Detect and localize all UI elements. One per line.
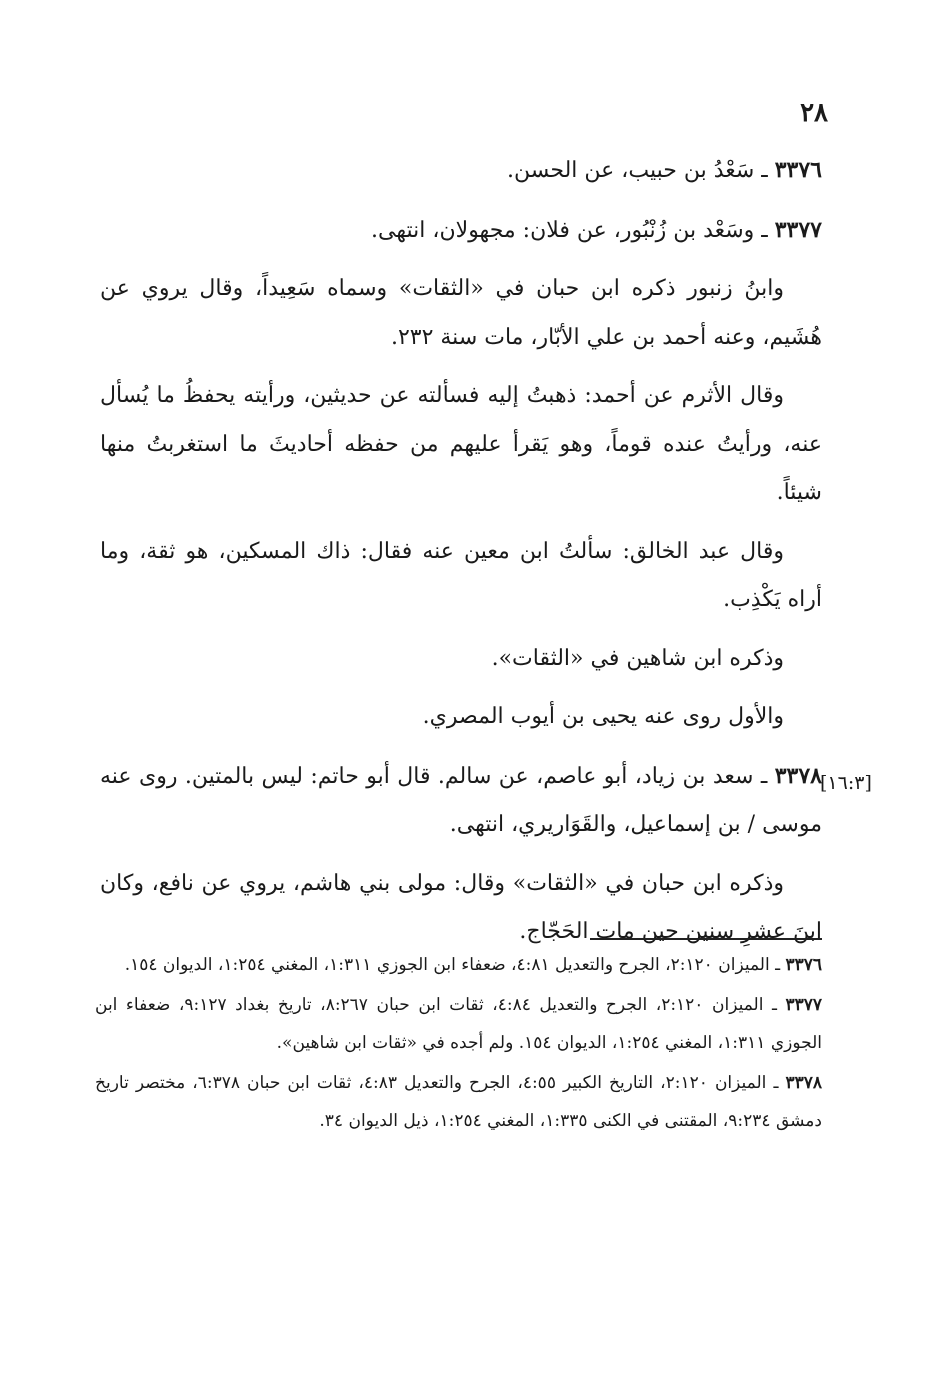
footnotes	[95, 946, 822, 1142]
footnote-divider	[590, 938, 822, 940]
paragraph-text: والأول روى عنه يحيى بن أيوب المصري.	[422, 704, 784, 729]
paragraph	[100, 860, 822, 957]
footnote	[95, 1064, 822, 1140]
footnote-text: ـ الميزان ٢:١٢٠، الجرح والتعديل ٤:٨١، ضعفاء ابن الجوزي ١:٣١١، المغني ١:٢٥٤، الديوان ١٥٤.	[124, 955, 786, 975]
entry-paragraph	[100, 752, 822, 850]
footnote	[95, 986, 822, 1062]
paragraph-text: ـ سَعْدُ بن حبيب، عن الحسن.	[507, 158, 775, 183]
entry-paragraph	[100, 146, 822, 196]
paragraph-text: وقال عبد الخالق: سألتُ ابن معين عنه فقال: ذاك المسكين، هو ثقة، وما أراه يَكْذِب.	[100, 538, 822, 612]
paragraph	[100, 372, 822, 518]
footnote-number: ٣٣٧٧	[785, 995, 822, 1015]
entry-number: ٣٣٧٧	[774, 216, 822, 243]
paragraph-text: ـ وسَعْد بن زُنْبُور، عن فلان: مجهولان، انتهى.	[371, 217, 775, 243]
paragraph-text: وذكره ابن شاهين في «الثقات».	[491, 645, 784, 671]
footnote-number: ٣٣٧٨	[785, 1073, 822, 1093]
paragraph-text: وابنُ زنبور ذكره ابن حبان في «الثقات» وسماه سَعِيداً، وقال يروي عن هُشَيم، وعنه أحمد بن علي الأبّار، مات سنة ٢٣٢.	[100, 276, 822, 350]
paragraph	[100, 528, 822, 625]
entry-number: ٣٣٧٦	[774, 157, 822, 183]
paragraph	[100, 265, 822, 362]
paragraph-text: وقال الأثرم عن أحمد: ذهبتُ إليه فسألته عن حديثين، ورأيته يحفظُ ما يُسأل عنه، ورأيتُ عنده قوماً، وهو يَقرأ عليهم من حفظه أحاديثَ ما استغربتُ منها شيئاً.	[100, 383, 822, 505]
paragraph	[100, 693, 822, 742]
paragraph-text: وذكره ابن حبان في «الثقات» وقال: مولى بني هاشم، يروي عن نافع، وكان ابنَ عشرِ سنين حين مات الحَجّاج.	[100, 870, 822, 944]
main-text	[100, 146, 822, 967]
footnote-text: ـ الميزان ٢:١٢٠، الجرح والتعديل ٤:٨٤، ثقات ابن حبان ٨:٢٦٧، تاريخ بغداد ٩:١٢٧، ضعفاء ابن الجوزي ١:٣١١، المغني ١:٢٥٤، الديوان ١٥٤. ولم أجده في «ثقات ابن شاهين».	[95, 995, 822, 1053]
margin-reference: [١٦:٣]	[820, 772, 872, 794]
page-number: ٢٨	[800, 98, 828, 128]
footnote-number: ٣٣٧٦	[785, 955, 822, 975]
paragraph	[100, 635, 822, 684]
footnote-text: ـ الميزان ٢:١٢٠، التاريخ الكبير ٤:٥٥، الجرح والتعديل ٤:٨٣، ثقات ابن حبان ٦:٣٧٨، مختصر تاريخ دمشق ٩:٢٣٤، المقتنى في الكنى ١:٣٣٥، المغني ١:٢٥٤، ذيل الديوان ٣٤.	[95, 1073, 822, 1131]
entry-number: ٣٣٧٨	[774, 762, 822, 789]
footnote	[95, 946, 822, 984]
paragraph-text: ـ سعد بن زياد، أبو عاصم، عن سالم. قال أبو حاتم: ليس بالمتين. روى عنه موسى / بن إسماعيل، والقَوَاريري، انتهى.	[100, 763, 822, 837]
entry-paragraph	[100, 206, 822, 256]
